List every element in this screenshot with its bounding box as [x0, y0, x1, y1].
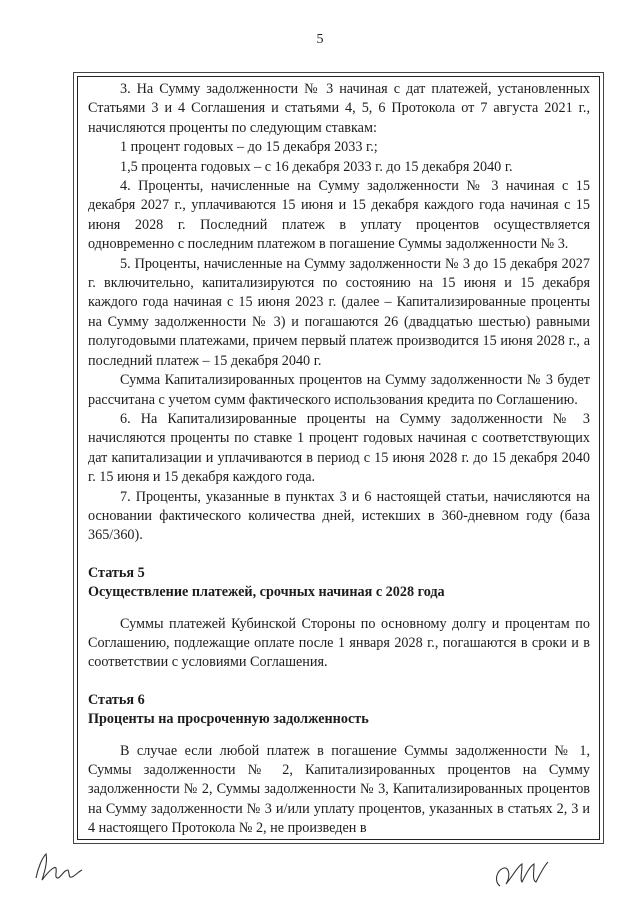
paragraph-rate-2: 1,5 процента годовых – с 16 декабря 2033 г. до 15 декабря 2040 г.	[120, 158, 513, 175]
article5-text: Суммы платежей Кубинской Стороны по основному долгу и процентам по Соглашению, подлежащие оплате после 1 января 2028 г., погашаются в сроки и в соответствии с условиями Соглашения.	[88, 615, 590, 671]
page-number: 5	[316, 32, 324, 47]
initials-signature-left	[28, 848, 88, 888]
article5-title: Осуществление платежей, срочных начиная с 2028 года	[88, 584, 445, 601]
article6-title: Проценты на просроченную задолженность	[88, 711, 369, 728]
paragraph-clause-4: 4. Проценты, начисленные на Сумму задолженности № 3 начиная с 15 декабря 2027 г., уплачиваются 15 июня и 15 декабря каждого года начиная с 15 июня 2028 г. Последний платеж в уплату процентов осуществляется одновременно с последним платежом в погашение Суммы задолженности № 3.	[88, 178, 590, 253]
paragraph-clause-7: 7. Проценты, указанные в пунктах 3 и 6 настоящей статьи, начисляются на основании фактического количества дней, истекших в 360-дневном году (база 365/360).	[88, 488, 590, 544]
paragraph-clause-3: 3. На Сумму задолженности № 3 начиная с дат платежей, установленных Статьями 3 и 4 Соглашения и статьями 4, 5, 6 Протокола от 7 августа 2021 г., начисляются проценты по следующим ставкам:	[88, 81, 590, 136]
paragraph-clause-5: 5. Проценты, начисленные на Сумму задолженности № 3 до 15 декабря 2027 г. включительно, капитализируются по состоянию на 15 июня и 15 декабря каждого года начиная с 15 июня 2023 г. (далее – Капитализированные проценты на Сумму задолженности № 3) и погашаются 26 (двадцатью шестью) равными полугодовыми платежами, причем первый платеж производится 15 июня 2028 г., а последний платеж – 15 декабря 2040 г.	[88, 255, 590, 369]
initials-signature-right	[488, 852, 558, 897]
article6-number: Статья 6	[88, 691, 145, 708]
paragraph-clause-6: 6. На Капитализированные проценты на Сумму задолженности № 3 начисляются проценты по ставке 1 процент годовых начиная с соответствующих дат капитализации и уплачиваются в период с 15 июня 2028 г. до 15 декабря 2040 г. 15 июня и 15 декабря каждого года.	[88, 410, 590, 486]
article5-number: Статья 5	[88, 564, 145, 581]
paragraph-rate-1: 1 процент годовых – до 15 декабря 2033 г.;	[120, 139, 378, 156]
paragraph-capitalized-sum: Сумма Капитализированных процентов на Сумму задолженности № 3 будет рассчитана с учетом сумм фактического использования кредита по Соглашению.	[88, 372, 590, 408]
article6-text: В случае если любой платеж в погашение Суммы задолженности № 1, Суммы задолженности № 2, Капитализированных процентов на Сумму задолженности № 2, Суммы задолженности № 3, Капитализированных процентов на Сумму задолженности № 3 и/или уплату процентов, указанных в статьях 2, 3 и 4 настоящего Протокола № 2, не произведен в	[88, 742, 590, 837]
document-body	[88, 80, 590, 838]
